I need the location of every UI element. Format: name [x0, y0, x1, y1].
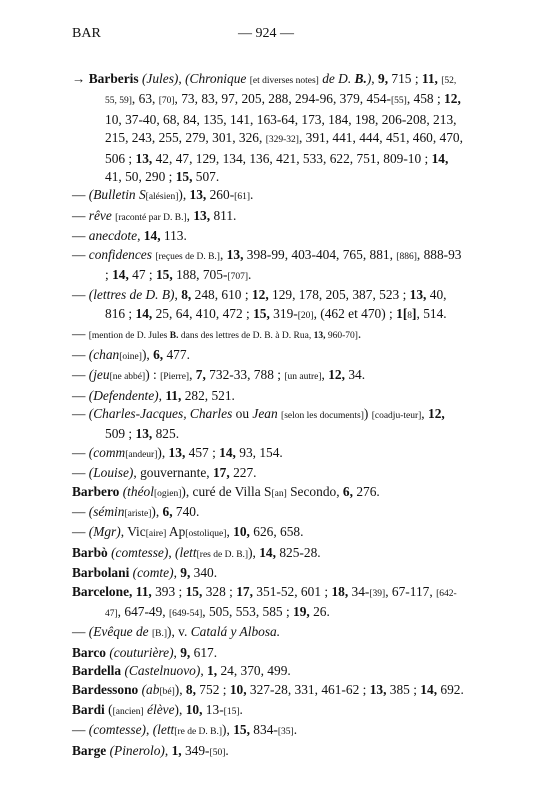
index-entry: Barcelone, 11, 393 ; 15, 328 ; 17, 351-52, 601 ; 18, 34-[39], 67-117, [642-47], 647-49, [649-54], 505, 553, 585 ; 19, 26. [72, 583, 457, 619]
index-entry: — (Mgr), Vic[aire] Ap[ostolique], 10, 626, 658. [72, 524, 304, 540]
index-entry: Barbolani (comte), 9, 340. [72, 565, 218, 581]
index-entry: — [mention de D. Jules B. dans des lettres de D. B. à D. Rua, 13, 960-70]. [72, 326, 362, 342]
index-entry: — rêve [raconté par D. B.], 13, 811. [72, 207, 237, 223]
index-entry: — confidences [reçues de D. B.], 13, 398-99, 403-404, 765, 881, [886], 888-93 ; 14, 47 ; 15, 188, 705-[707]. [72, 246, 462, 283]
page-number: — 924 — [238, 26, 294, 41]
index-entry: — (Charles-Jacques, Charles ou Jean [selon les documents]) [coadju-teur], 12, 509 ; 13, 825. [72, 405, 445, 442]
index-entry: Bardi ([ancien] élève), 10, 13-[15]. [72, 702, 243, 717]
index-entry: — (jeu[ne abbé]) : [Pierre], 7, 732-33, 788 ; [un autre], 12, 34. [72, 367, 366, 383]
index-entry: Barco (couturière), 9, 617. [72, 644, 218, 660]
index-entry: — (Defendente), 11, 282, 521. [72, 387, 235, 403]
index-entry: → Barberis (Jules), (Chronique [et diverses notes] de D. B.), 9, 715 ; 11, [52, 55, 59], 63, [70], 73, 83, 97, 205, 288, 294-96, 379, 454-[55], 458 ; 12, 10, 37-40, 68, 84, 135, 141, 163-64, 173, 184, 198, 206-208, 213, 215, 243, 255, 279, 301, 326, [329-32], 391, 441, 444, 451, 460, 470, 506 ; 13, 42, 47, 129, 134, 136, 421, 533, 622, 751, 809-10 ; 14, 41, 50, 290 ; 15, 507. [72, 71, 463, 185]
index-entry: Bardessono (ab[bé]), 8, 752 ; 10, 327-28, 331, 461-62 ; 13, 385 ; 14, 692. [72, 681, 464, 697]
index-entry: Barge (Pinerolo), 1, 349-[50]. [72, 742, 229, 758]
index-entry: Bardella (Castelnuovo), 1, 24, 370, 499. [72, 663, 291, 679]
index-entry: — (Bulletin S[alésien]), 13, 260-[61]. [72, 187, 254, 203]
index-entry: — (chan[oine]), 6, 477. [72, 346, 190, 362]
index-entry: Barbero (théol[ogien]), curé de Villa S[an] Secondo, 6, 276. [72, 483, 380, 499]
index-entry: — (comm[andeur]), 13, 457 ; 14, 93, 154. [72, 444, 283, 460]
index-entry: — (Louise), gouvernante, 17, 227. [72, 465, 257, 481]
running-head: BAR [72, 26, 101, 41]
index-entry: — (comtesse), (lett[re de D. B.]), 15, 834-[35]. [72, 722, 298, 738]
index-entry: — (sémin[ariste]), 6, 740. [72, 503, 200, 519]
index-entries [72, 70, 464, 762]
index-entry: — anecdote, 14, 113. [72, 228, 187, 244]
index-entry: Barbò (comtesse), (lett[res de D. B.]), 14, 825-28. [72, 544, 321, 560]
page-header [72, 26, 460, 46]
index-entry: — (Evêque de [B.]), v. Catalá y Albosa. [72, 624, 281, 640]
index-entry: — (lettres de D. B), 8, 248, 610 ; 12, 129, 178, 205, 387, 523 ; 13, 40, 816 ; 14, 25, 64, 410, 472 ; 15, 319-[20], (462 et 470) ; 1[8], 514. [72, 287, 447, 321]
